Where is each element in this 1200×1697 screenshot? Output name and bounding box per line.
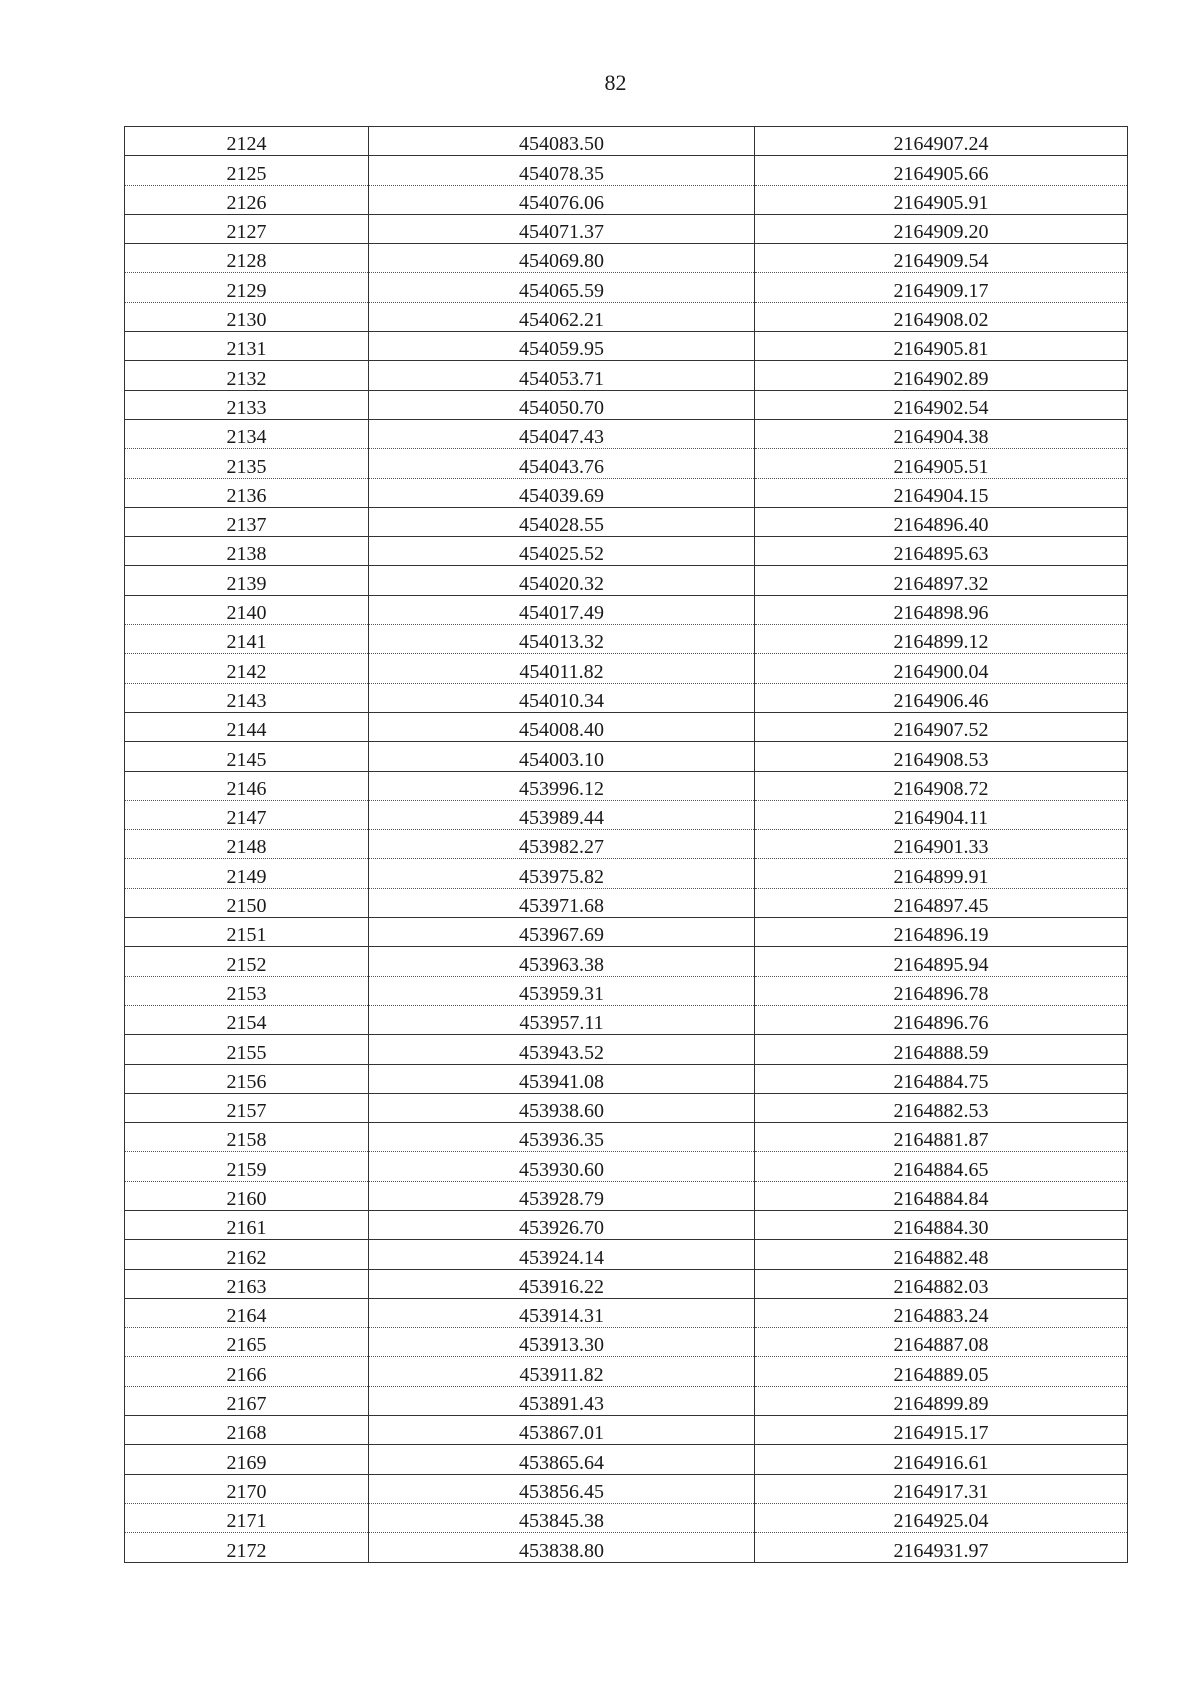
y-coordinate-cell: 2164906.46: [755, 683, 1128, 712]
point-number-cell: 2148: [125, 830, 369, 859]
point-number-cell: 2136: [125, 478, 369, 507]
point-number-cell: 2149: [125, 859, 369, 888]
x-coordinate-cell: 453916.22: [369, 1269, 755, 1298]
x-coordinate-cell: 454053.71: [369, 361, 755, 390]
table-row: [125, 800, 1128, 829]
table-row: [125, 918, 1128, 947]
y-coordinate-cell: 2164896.19: [755, 918, 1128, 947]
table-row: [125, 332, 1128, 361]
x-coordinate-cell: 454065.59: [369, 273, 755, 302]
point-number-cell: 2163: [125, 1269, 369, 1298]
table-row: [125, 537, 1128, 566]
point-number-cell: 2143: [125, 683, 369, 712]
point-number-cell: 2171: [125, 1503, 369, 1532]
y-coordinate-cell: 2164881.87: [755, 1123, 1128, 1152]
table-row: [125, 507, 1128, 536]
table-row: [125, 1298, 1128, 1327]
point-number-cell: 2168: [125, 1416, 369, 1445]
point-number-cell: 2130: [125, 302, 369, 331]
point-number-cell: 2140: [125, 595, 369, 624]
point-number-cell: 2161: [125, 1210, 369, 1239]
y-coordinate-cell: 2164884.75: [755, 1064, 1128, 1093]
point-number-cell: 2156: [125, 1064, 369, 1093]
x-coordinate-cell: 454013.32: [369, 625, 755, 654]
x-coordinate-cell: 453975.82: [369, 859, 755, 888]
y-coordinate-cell: 2164882.03: [755, 1269, 1128, 1298]
x-coordinate-cell: 454071.37: [369, 214, 755, 243]
y-coordinate-cell: 2164897.45: [755, 888, 1128, 917]
table-row: [125, 419, 1128, 448]
x-coordinate-cell: 454017.49: [369, 595, 755, 624]
y-coordinate-cell: 2164908.72: [755, 771, 1128, 800]
x-coordinate-cell: 453913.30: [369, 1328, 755, 1357]
point-number-cell: 2167: [125, 1386, 369, 1415]
table-row: [125, 1123, 1128, 1152]
x-coordinate-cell: 454062.21: [369, 302, 755, 331]
y-coordinate-cell: 2164902.54: [755, 390, 1128, 419]
x-coordinate-cell: 453943.52: [369, 1035, 755, 1064]
point-number-cell: 2157: [125, 1093, 369, 1122]
point-number-cell: 2135: [125, 449, 369, 478]
point-number-cell: 2166: [125, 1357, 369, 1386]
table-row: [125, 1357, 1128, 1386]
point-number-cell: 2160: [125, 1181, 369, 1210]
y-coordinate-cell: 2164883.24: [755, 1298, 1128, 1327]
x-coordinate-cell: 454047.43: [369, 419, 755, 448]
y-coordinate-cell: 2164925.04: [755, 1503, 1128, 1532]
y-coordinate-cell: 2164908.02: [755, 302, 1128, 331]
x-coordinate-cell: 454020.32: [369, 566, 755, 595]
x-coordinate-cell: 453982.27: [369, 830, 755, 859]
y-coordinate-cell: 2164909.17: [755, 273, 1128, 302]
y-coordinate-cell: 2164884.65: [755, 1152, 1128, 1181]
y-coordinate-cell: 2164905.81: [755, 332, 1128, 361]
y-coordinate-cell: 2164896.76: [755, 1005, 1128, 1034]
y-coordinate-cell: 2164895.63: [755, 537, 1128, 566]
y-coordinate-cell: 2164904.15: [755, 478, 1128, 507]
x-coordinate-cell: 453959.31: [369, 976, 755, 1005]
point-number-cell: 2126: [125, 185, 369, 214]
table-row: [125, 595, 1128, 624]
table-row: [125, 1152, 1128, 1181]
point-number-cell: 2159: [125, 1152, 369, 1181]
table-row: [125, 361, 1128, 390]
x-coordinate-cell: 453941.08: [369, 1064, 755, 1093]
table-row: [125, 625, 1128, 654]
table-row: [125, 1064, 1128, 1093]
table-row: [125, 244, 1128, 273]
table-row: [125, 742, 1128, 771]
y-coordinate-cell: 2164907.52: [755, 712, 1128, 741]
point-number-cell: 2172: [125, 1533, 369, 1562]
table-row: [125, 302, 1128, 331]
table-row: [125, 976, 1128, 1005]
point-number-cell: 2137: [125, 507, 369, 536]
y-coordinate-cell: 2164887.08: [755, 1328, 1128, 1357]
y-coordinate-cell: 2164909.20: [755, 214, 1128, 243]
x-coordinate-cell: 453936.35: [369, 1123, 755, 1152]
point-number-cell: 2129: [125, 273, 369, 302]
table-row: [125, 1474, 1128, 1503]
table-row: [125, 1240, 1128, 1269]
x-coordinate-cell: 454010.34: [369, 683, 755, 712]
table-row: [125, 1181, 1128, 1210]
point-number-cell: 2153: [125, 976, 369, 1005]
table-row: [125, 449, 1128, 478]
point-number-cell: 2158: [125, 1123, 369, 1152]
point-number-cell: 2138: [125, 537, 369, 566]
point-number-cell: 2124: [125, 127, 369, 156]
y-coordinate-cell: 2164889.05: [755, 1357, 1128, 1386]
x-coordinate-cell: 453867.01: [369, 1416, 755, 1445]
x-coordinate-cell: 453967.69: [369, 918, 755, 947]
y-coordinate-cell: 2164897.32: [755, 566, 1128, 595]
x-coordinate-cell: 453865.64: [369, 1445, 755, 1474]
y-coordinate-cell: 2164882.53: [755, 1093, 1128, 1122]
y-coordinate-cell: 2164899.91: [755, 859, 1128, 888]
table-row: [125, 1269, 1128, 1298]
point-number-cell: 2164: [125, 1298, 369, 1327]
x-coordinate-cell: 453838.80: [369, 1533, 755, 1562]
point-number-cell: 2170: [125, 1474, 369, 1503]
x-coordinate-cell: 453856.45: [369, 1474, 755, 1503]
x-coordinate-cell: 454008.40: [369, 712, 755, 741]
y-coordinate-cell: 2164895.94: [755, 947, 1128, 976]
point-number-cell: 2139: [125, 566, 369, 595]
x-coordinate-cell: 454025.52: [369, 537, 755, 566]
y-coordinate-cell: 2164917.31: [755, 1474, 1128, 1503]
table-row: [125, 478, 1128, 507]
y-coordinate-cell: 2164905.91: [755, 185, 1128, 214]
table-row: [125, 683, 1128, 712]
x-coordinate-cell: 453845.38: [369, 1503, 755, 1532]
table-row: [125, 273, 1128, 302]
point-number-cell: 2127: [125, 214, 369, 243]
y-coordinate-cell: 2164898.96: [755, 595, 1128, 624]
x-coordinate-cell: 453924.14: [369, 1240, 755, 1269]
coordinates-table: [124, 126, 1128, 1563]
table-row: [125, 1328, 1128, 1357]
y-coordinate-cell: 2164909.54: [755, 244, 1128, 273]
table-row: [125, 1386, 1128, 1415]
x-coordinate-cell: 453891.43: [369, 1386, 755, 1415]
point-number-cell: 2146: [125, 771, 369, 800]
y-coordinate-cell: 2164888.59: [755, 1035, 1128, 1064]
x-coordinate-cell: 453926.70: [369, 1210, 755, 1239]
x-coordinate-cell: 453971.68: [369, 888, 755, 917]
point-number-cell: 2150: [125, 888, 369, 917]
y-coordinate-cell: 2164904.38: [755, 419, 1128, 448]
y-coordinate-cell: 2164882.48: [755, 1240, 1128, 1269]
y-coordinate-cell: 2164884.30: [755, 1210, 1128, 1239]
point-number-cell: 2151: [125, 918, 369, 947]
y-coordinate-cell: 2164904.11: [755, 800, 1128, 829]
x-coordinate-cell: 454050.70: [369, 390, 755, 419]
point-number-cell: 2142: [125, 654, 369, 683]
y-coordinate-cell: 2164900.04: [755, 654, 1128, 683]
table-row: [125, 127, 1128, 156]
page-number: 82: [604, 70, 627, 95]
coordinates-table-body: [125, 127, 1128, 1563]
point-number-cell: 2152: [125, 947, 369, 976]
table-row: [125, 859, 1128, 888]
y-coordinate-cell: 2164901.33: [755, 830, 1128, 859]
table-row: [125, 1416, 1128, 1445]
x-coordinate-cell: 453928.79: [369, 1181, 755, 1210]
y-coordinate-cell: 2164908.53: [755, 742, 1128, 771]
y-coordinate-cell: 2164905.51: [755, 449, 1128, 478]
table-row: [125, 390, 1128, 419]
table-row: [125, 1005, 1128, 1034]
x-coordinate-cell: 453989.44: [369, 800, 755, 829]
y-coordinate-cell: 2164899.12: [755, 625, 1128, 654]
x-coordinate-cell: 454003.10: [369, 742, 755, 771]
point-number-cell: 2128: [125, 244, 369, 273]
point-number-cell: 2144: [125, 712, 369, 741]
point-number-cell: 2131: [125, 332, 369, 361]
y-coordinate-cell: 2164916.61: [755, 1445, 1128, 1474]
x-coordinate-cell: 454043.76: [369, 449, 755, 478]
y-coordinate-cell: 2164899.89: [755, 1386, 1128, 1415]
x-coordinate-cell: 453938.60: [369, 1093, 755, 1122]
table-row: [125, 156, 1128, 185]
table-row: [125, 830, 1128, 859]
y-coordinate-cell: 2164902.89: [755, 361, 1128, 390]
table-row: [125, 566, 1128, 595]
x-coordinate-cell: 453996.12: [369, 771, 755, 800]
table-row: [125, 1503, 1128, 1532]
table-row: [125, 888, 1128, 917]
point-number-cell: 2132: [125, 361, 369, 390]
y-coordinate-cell: 2164907.24: [755, 127, 1128, 156]
x-coordinate-cell: 454039.69: [369, 478, 755, 507]
point-number-cell: 2147: [125, 800, 369, 829]
point-number-cell: 2141: [125, 625, 369, 654]
point-number-cell: 2125: [125, 156, 369, 185]
table-row: [125, 1093, 1128, 1122]
x-coordinate-cell: 454011.82: [369, 654, 755, 683]
x-coordinate-cell: 453963.38: [369, 947, 755, 976]
y-coordinate-cell: 2164905.66: [755, 156, 1128, 185]
x-coordinate-cell: 454069.80: [369, 244, 755, 273]
table-row: [125, 1445, 1128, 1474]
y-coordinate-cell: 2164931.97: [755, 1533, 1128, 1562]
point-number-cell: 2145: [125, 742, 369, 771]
x-coordinate-cell: 454078.35: [369, 156, 755, 185]
point-number-cell: 2134: [125, 419, 369, 448]
x-coordinate-cell: 454083.50: [369, 127, 755, 156]
point-number-cell: 2154: [125, 1005, 369, 1034]
point-number-cell: 2169: [125, 1445, 369, 1474]
x-coordinate-cell: 453911.82: [369, 1357, 755, 1386]
table-row: [125, 771, 1128, 800]
x-coordinate-cell: 453930.60: [369, 1152, 755, 1181]
y-coordinate-cell: 2164896.40: [755, 507, 1128, 536]
y-coordinate-cell: 2164915.17: [755, 1416, 1128, 1445]
x-coordinate-cell: 454076.06: [369, 185, 755, 214]
x-coordinate-cell: 453957.11: [369, 1005, 755, 1034]
table-row: [125, 1533, 1128, 1562]
table-row: [125, 947, 1128, 976]
table-row: [125, 712, 1128, 741]
table-row: [125, 185, 1128, 214]
table-row: [125, 1035, 1128, 1064]
point-number-cell: 2162: [125, 1240, 369, 1269]
point-number-cell: 2165: [125, 1328, 369, 1357]
table-row: [125, 214, 1128, 243]
point-number-cell: 2155: [125, 1035, 369, 1064]
point-number-cell: 2133: [125, 390, 369, 419]
x-coordinate-cell: 454028.55: [369, 507, 755, 536]
x-coordinate-cell: 454059.95: [369, 332, 755, 361]
table-row: [125, 654, 1128, 683]
y-coordinate-cell: 2164884.84: [755, 1181, 1128, 1210]
y-coordinate-cell: 2164896.78: [755, 976, 1128, 1005]
table-row: [125, 1210, 1128, 1239]
x-coordinate-cell: 453914.31: [369, 1298, 755, 1327]
